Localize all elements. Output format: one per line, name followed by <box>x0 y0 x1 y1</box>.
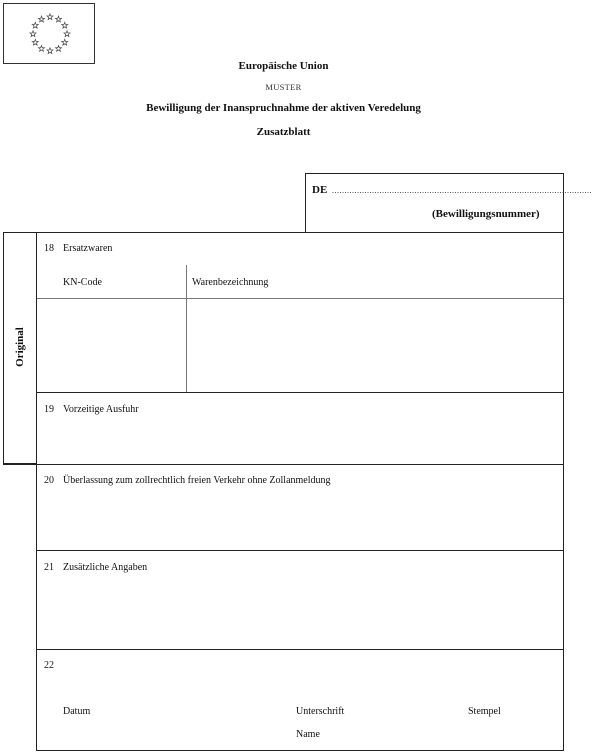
permit-caption: (Bewilligungsnummer) <box>432 208 540 220</box>
kn-code-header: KN-Code <box>63 277 102 288</box>
warenbezeichnung-header: Warenbezeichnung <box>192 277 269 288</box>
warenbezeichnung-cell[interactable] <box>188 300 562 390</box>
star-icon <box>38 46 44 52</box>
star-icon <box>55 16 61 22</box>
unterschrift-label: Unterschrift <box>296 706 345 717</box>
datum-label: Datum <box>63 706 91 717</box>
document-title: Bewilligung der Inanspruchnahme der aktiven Veredelung <box>146 102 421 114</box>
star-icon <box>47 14 53 20</box>
divider-19-20 <box>3 464 564 465</box>
field-21-label: Zusätzliche Angaben <box>63 562 148 573</box>
star-icon <box>47 48 53 54</box>
field-22-number: 22 <box>44 660 54 671</box>
star-icon <box>55 46 61 52</box>
divider-21-22 <box>37 649 563 650</box>
star-icon <box>62 22 68 28</box>
field-20-number: 20 <box>44 475 54 486</box>
field-19-label: Vorzeitige Ausfuhr <box>63 404 139 415</box>
stempel-label: Stempel <box>468 706 501 717</box>
field-19-input[interactable] <box>38 420 562 462</box>
original-label: Original <box>14 327 26 367</box>
muster-label: MUSTER <box>265 82 302 92</box>
divider-20-21 <box>37 550 563 551</box>
field-20-input[interactable] <box>38 492 562 548</box>
permit-number-box <box>305 173 592 233</box>
union-heading: Europäische Union <box>238 60 329 72</box>
permit-prefix: DE <box>312 184 328 196</box>
eu-flag <box>3 3 95 64</box>
star-icon <box>62 39 68 45</box>
permit-number-field[interactable]: ........................................................................................................ <box>332 186 592 195</box>
document-subtitle: Zusatzblatt <box>256 126 311 138</box>
star-icon <box>32 39 38 45</box>
original-sidebar <box>3 232 37 464</box>
star-icon <box>32 22 38 28</box>
star-icon <box>30 31 36 37</box>
divider-18-19 <box>37 392 563 393</box>
field-19-number: 19 <box>44 404 54 415</box>
field-18-label: Ersatzwaren <box>63 243 113 254</box>
name-label: Name <box>296 729 320 740</box>
eu-stars-icon <box>4 4 96 65</box>
star-icon <box>38 16 44 22</box>
field-21-number: 21 <box>44 562 54 573</box>
table-column-divider <box>186 265 187 392</box>
field-18-number: 18 <box>44 243 54 254</box>
kn-code-cell[interactable] <box>38 300 185 390</box>
field-20-label: Überlassung zum zollrechtlich freien Verkehr ohne Zollanmeldung <box>63 475 331 486</box>
table-header-divider <box>37 298 563 299</box>
star-icon <box>64 31 70 37</box>
field-21-input[interactable] <box>38 578 562 647</box>
